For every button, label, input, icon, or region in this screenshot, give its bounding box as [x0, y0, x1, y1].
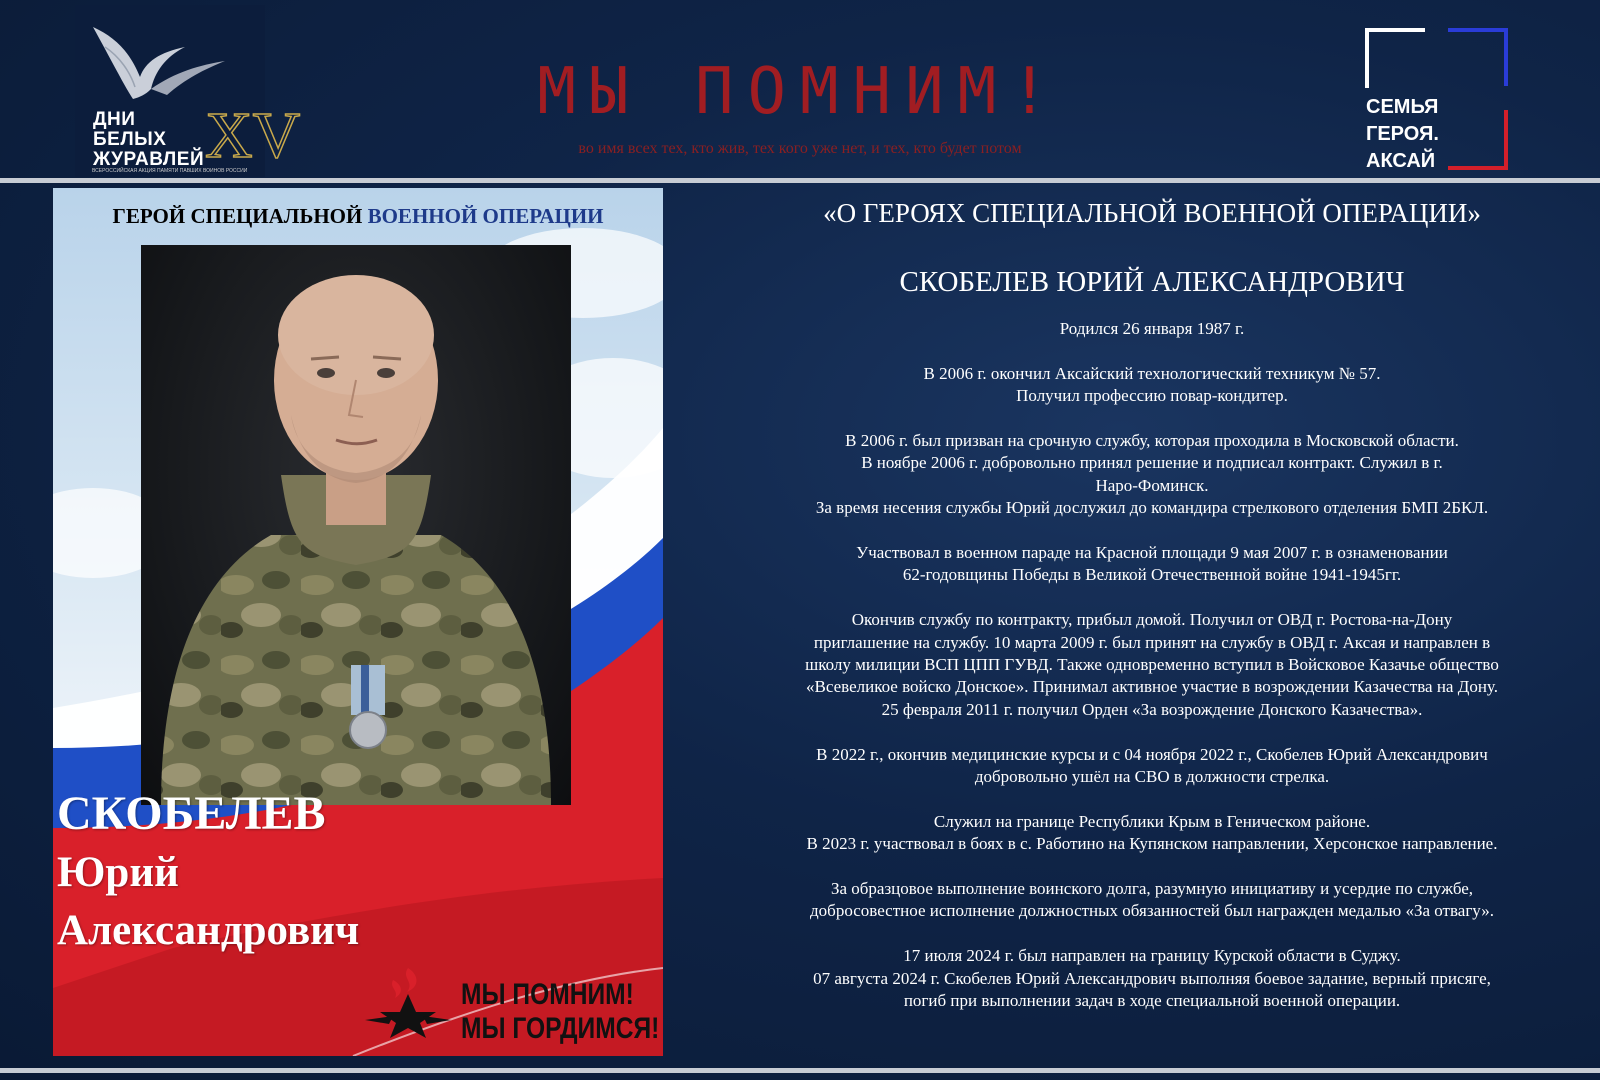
slogan-line-2: МЫ ГОРДИМСЯ! [461, 1012, 660, 1045]
bio-hero-name: СКОБЕЛЕВ ЮРИЙ АЛЕКСАНДРОВИЧ [899, 266, 1405, 298]
hero-surname: СКОБЕЛЕВ [57, 787, 326, 840]
frame-red-right [1504, 110, 1508, 170]
hero-patronymic: Александрович [57, 907, 360, 954]
family-hero-logo [1360, 28, 1510, 178]
logo-line-2: БЕЛЫХ [93, 129, 167, 150]
top-divider [0, 178, 1600, 183]
bio-paragraph: В 2022 г., окончив медицинские курсы и с 04 ноября 2022 г., Скобелев Юрий Александрович добровольно ушёл на СВО в должности стрелка. [816, 744, 1488, 787]
bio-paragraph: 17 июля 2024 г. был направлен на границу Курской области в Суджу. 07 августа 2024 г. Скобелев Юрий Александрович выполняя боевое задание, верный присяге, погиб при выполнении задач в ходе специальной военной операции. [813, 946, 1491, 1011]
bio-paragraph: В 2006 г. окончил Аксайский технологический техникум № 57. Получил профессию повар-кондитер. [923, 363, 1381, 406]
frame-blue-top [1448, 28, 1508, 32]
logo-right-line-2: ГЕРОЯ. [1366, 123, 1439, 145]
bio-paragraph: Окончив службу по контракту, прибыл домой. Получил от ОВД г. Ростова-на-Дону приглашение на службу. 10 марта 2009 г. был принят на службу в ОВД г. Аксая и направлен в школу милиции ВСП ЦПП ГУВД. Также одновременно вступил в Войсковое Казачье общество «Всевеликое войско Донское». Принимал активное участие в возрождении Казачества на Дону. 25 февраля 2011 г. получил Орден «За возрождение Донского Казачества». [805, 610, 1499, 719]
logo-tagline: ВСЕРОССИЙСКАЯ АКЦИЯ ПАМЯТИ ПАВШИХ ВОИНОВ РОССИИ [92, 168, 248, 174]
card-title: ГЕРОЙ СПЕЦИАЛЬНОЙ ВОЕННОЙ ОПЕРАЦИИ [112, 204, 604, 228]
logo-numeral: XV [205, 99, 301, 172]
logo-right-line-1: СЕМЬЯ [1366, 96, 1439, 118]
eternal-flame-star-icon [363, 960, 453, 1040]
bio-paragraph: За образцовое выполнение воинского долга, разумную инициативу и усердие по службе, добросовестное исполнение должностных обязанностей был награжден медалью «За отвагу». [810, 879, 1494, 921]
bio-section-title: «О ГЕРОЯХ СПЕЦИАЛЬНОЙ ВОЕННОЙ ОПЕРАЦИИ» [823, 198, 1481, 228]
frame-white-left [1365, 28, 1369, 88]
bottom-divider [0, 1068, 1600, 1073]
bio-paragraph: Участвовал в военном параде на Красной площади 9 мая 2007 г. в ознаменовании 62-годовщины Победы в Великой Отечественной войне 1941-1945гг. [856, 543, 1448, 585]
bio-paragraph: В 2006 г. был призван на срочную службу, которая проходила в Московской области. В ноябре 2006 г. добровольно принял решение и подписал контракт. Служил в г. Наро-Фоминск. За время несения службы Юрий дослужил до командира стрелкового отделения БМП 2БКЛ. [815, 431, 1489, 518]
biography-text [722, 318, 1582, 1035]
bio-paragraph: Служил на границе Республики Крым в Геническом районе. В 2023 г. участвовал в боях в с. Работино на Купянском направлении, Херсонское направление. [806, 811, 1498, 854]
logo-line-3: ЖУРАВЛЕЙ [93, 149, 205, 170]
hero-first-name: Юрий [57, 849, 179, 896]
header [0, 0, 1600, 180]
logo-line-1: ДНИ [93, 109, 136, 130]
frame-red-bottom [1448, 166, 1508, 170]
hero-card [53, 188, 663, 1056]
portrait-photo [141, 245, 571, 805]
frame-white-top [1365, 28, 1425, 32]
page-title: МЫ ПОМНИМ! [537, 55, 1063, 129]
bio-paragraph: Родился 26 января 1987 г. [1059, 319, 1245, 338]
page-subtitle: во имя всех тех, кто жив, тех кого уже нет, и тех, кто будет потом [578, 140, 1022, 157]
frame-blue-right [1504, 28, 1508, 86]
slogan-line-1: МЫ ПОМНИМ! [461, 978, 634, 1011]
logo-right-line-3: АКСАЙ [1366, 150, 1436, 172]
